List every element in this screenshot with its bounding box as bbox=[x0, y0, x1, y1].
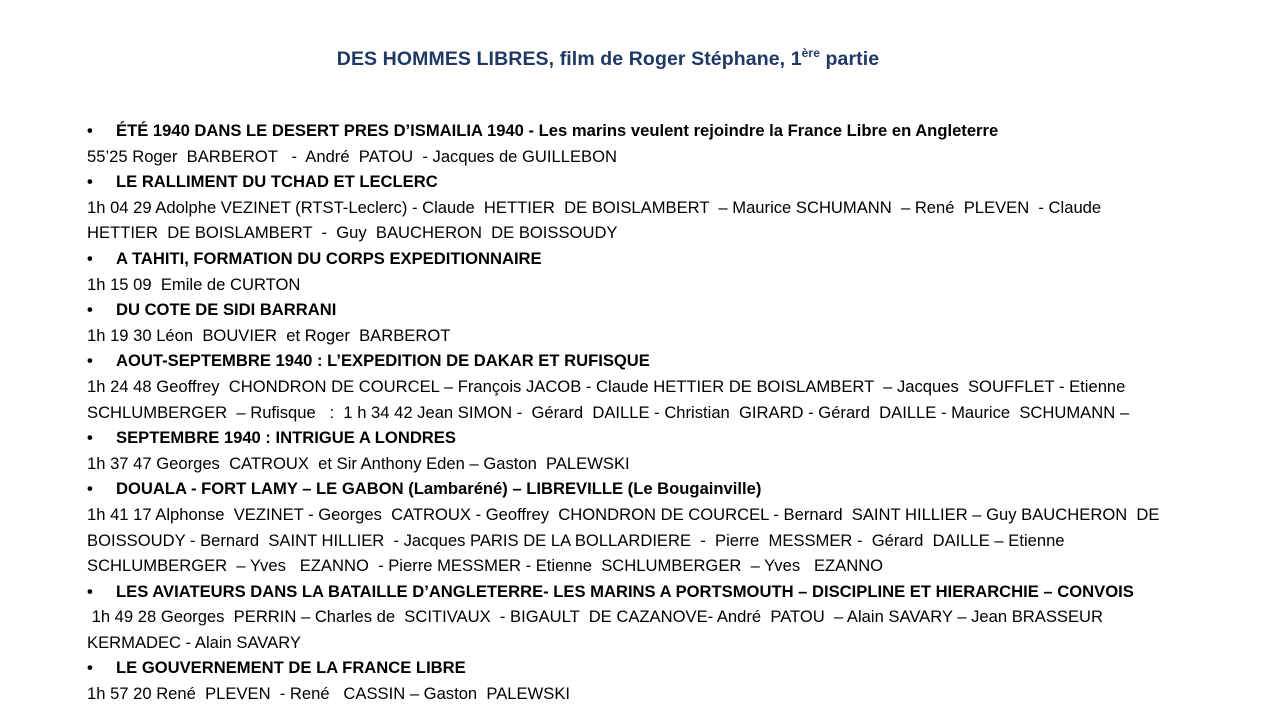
section-heading-text: AOUT-SEPTEMBRE 1940 : L’EXPEDITION DE DAKAR ET RUFISQUE bbox=[116, 351, 650, 371]
sections-list bbox=[87, 118, 1237, 707]
section-timecode-line: BOISSOUDY - Bernard SAINT HILLIER - Jacques PARIS DE LA BOLLARDIERE - Pierre MESSMER - Gérard DAILLE – Etienne bbox=[87, 530, 1065, 550]
section-heading-text: LES AVIATEURS DANS LA BATAILLE D’ANGLETERRE- LES MARINS A PORTSMOUTH – DISCIPLINE ET HIERARCHIE – CONVOIS bbox=[116, 581, 1134, 601]
section-timecode-line: 55’25 Roger BARBEROT - André PATOU - Jacques de GUILLEBON bbox=[87, 146, 617, 166]
section-heading bbox=[87, 476, 1237, 502]
section-heading bbox=[87, 579, 1237, 605]
title-superscript: ère bbox=[801, 46, 820, 60]
section-heading-text: LE RALLIMENT DU TCHAD ET LECLERC bbox=[116, 172, 438, 192]
section-timecode-line: HETTIER DE BOISLAMBERT - Guy BAUCHERON DE BOISSOUDY bbox=[87, 223, 618, 243]
section-timecode-line: SCHLUMBERGER – Rufisque : 1 h 34 42 Jean SIMON - Gérard DAILLE - Christian GIRARD - Gérard DAILLE - Maurice SCHUMANN – bbox=[87, 402, 1130, 422]
bullet-icon: • bbox=[87, 300, 93, 320]
section-heading-text: ÉTÉ 1940 DANS LE DESERT PRES D’ISMAILIA 1940 - Les marins veulent rejoindre la France Libre en Angleterre bbox=[116, 121, 999, 140]
section-heading-text: LE GOUVERNEMENT DE LA FRANCE LIBRE bbox=[116, 658, 466, 678]
section-heading bbox=[87, 297, 1237, 323]
bullet-icon: • bbox=[87, 479, 93, 499]
section-timecode-line: 1h 24 48 Geoffrey CHONDRON DE COURCEL – François JACOB - Claude HETTIER DE BOISLAMBERT – Jacques SOUFFLET - Etienne bbox=[87, 376, 1126, 396]
section-timecode-line: KERMADEC - Alain SAVARY bbox=[87, 632, 301, 652]
section-heading bbox=[87, 348, 1237, 374]
section-heading-text: SEPTEMBRE 1940 : INTRIGUE A LONDRES bbox=[116, 428, 456, 448]
section-timecode-line: 1h 19 30 Léon BOUVIER et Roger BARBEROT bbox=[87, 325, 451, 345]
title-prefix: DES HOMMES LIBRES, film de Roger Stéphane, 1 bbox=[336, 48, 802, 70]
section-timecode-line: 1h 41 17 Alphonse VEZINET - Georges CATROUX - Geoffrey CHONDRON DE COURCEL - Bernard SAINT HILLIER – Guy BAUCHERON DE bbox=[87, 504, 1160, 524]
bullet-icon: • bbox=[87, 172, 93, 192]
bullet-icon: • bbox=[87, 248, 93, 268]
section-heading-text: DOUALA - FORT LAMY – LE GABON (Lambaréné) – LIBREVILLE (Le Bougainville) bbox=[116, 479, 762, 499]
page-title bbox=[0, 48, 1216, 71]
section-heading-text: DU COTE DE SIDI BARRANI bbox=[116, 300, 337, 320]
bullet-icon: • bbox=[87, 581, 93, 601]
section-timecode-line: 1h 37 47 Georges CATROUX et Sir Anthony Eden – Gaston PALEWSKI bbox=[87, 453, 630, 473]
section-heading bbox=[87, 246, 1237, 272]
section-timecode-line: 1h 57 20 René PLEVEN - René CASSIN – Gaston PALEWSKI bbox=[87, 684, 570, 704]
section-heading bbox=[87, 118, 1237, 144]
bullet-icon: • bbox=[87, 658, 93, 678]
section-timecode-line: 1h 04 29 Adolphe VEZINET (RTST-Leclerc) - Claude HETTIER DE BOISLAMBERT – Maurice SCHUMANN – René PLEVEN - Claude bbox=[87, 197, 1102, 217]
section-timecode-line: SCHLUMBERGER – Yves EZANNO - Pierre MESSMER - Etienne SCHLUMBERGER – Yves EZANNO bbox=[87, 556, 884, 576]
section-heading bbox=[87, 655, 1237, 681]
section-heading-text: A TAHITI, FORMATION DU CORPS EXPEDITIONNAIRE bbox=[116, 248, 542, 268]
section-heading bbox=[87, 425, 1237, 451]
section-timecode-line: 1h 49 28 Georges PERRIN – Charles de SCITIVAUX - BIGAULT DE CAZANOVE- André PATOU – Alain SAVARY – Jean BRASSEUR bbox=[87, 607, 1104, 627]
section-timecode-line: 1h 15 09 Emile de CURTON bbox=[87, 274, 301, 294]
bullet-icon: • bbox=[87, 351, 93, 371]
bullet-icon: • bbox=[87, 428, 93, 448]
bullet-icon: • bbox=[87, 121, 93, 140]
title-suffix: partie bbox=[819, 48, 880, 70]
section-heading bbox=[87, 169, 1237, 195]
